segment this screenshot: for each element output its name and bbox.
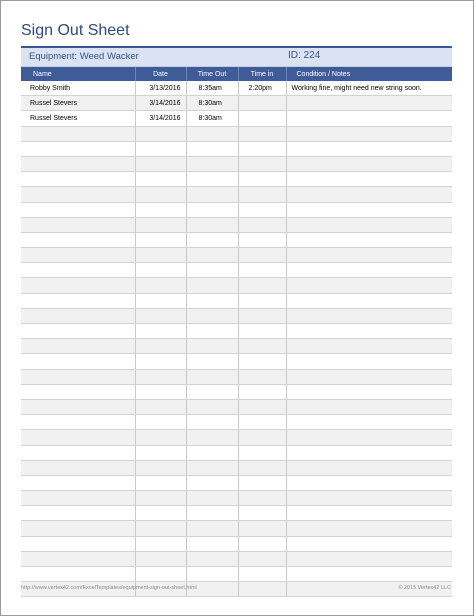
cell-time-in[interactable] (238, 96, 286, 111)
cell-name[interactable] (21, 324, 135, 339)
table-row (21, 551, 452, 566)
cell-time-out[interactable] (186, 399, 238, 414)
cell-name[interactable]: Robby Smith (21, 81, 135, 96)
cell-name[interactable] (21, 248, 135, 263)
table-row (21, 81, 452, 96)
column-header-date: Date (135, 67, 186, 81)
cell-date[interactable] (135, 460, 186, 475)
cell-time-out[interactable] (186, 187, 238, 202)
cell-time-out[interactable] (186, 567, 238, 582)
cell-time-out[interactable] (186, 156, 238, 171)
cell-name[interactable] (21, 430, 135, 445)
cell-time-in[interactable] (238, 172, 286, 187)
cell-time-in[interactable] (238, 491, 286, 506)
table-row (21, 217, 452, 232)
cell-date[interactable] (135, 430, 186, 445)
cell-time-in[interactable] (238, 293, 286, 308)
cell-date[interactable] (135, 399, 186, 414)
cell-notes[interactable] (286, 399, 452, 414)
cell-notes[interactable] (286, 567, 452, 582)
cell-time-out[interactable] (186, 506, 238, 521)
cell-notes[interactable] (286, 551, 452, 566)
cell-name[interactable] (21, 156, 135, 171)
cell-date[interactable] (135, 369, 186, 384)
cell-date[interactable] (135, 293, 186, 308)
cell-time-in[interactable] (238, 187, 286, 202)
table-row (21, 339, 452, 354)
table-row (21, 278, 452, 293)
cell-time-in[interactable] (238, 384, 286, 399)
table-row (21, 324, 452, 339)
cell-name[interactable] (21, 551, 135, 566)
table-row (21, 156, 452, 171)
cell-notes[interactable] (286, 460, 452, 475)
cell-notes[interactable] (286, 156, 452, 171)
cell-date[interactable] (135, 202, 186, 217)
cell-time-out[interactable] (186, 460, 238, 475)
cell-time-in[interactable] (238, 536, 286, 551)
cell-time-out[interactable] (186, 217, 238, 232)
cell-name[interactable] (21, 187, 135, 202)
cell-name[interactable] (21, 460, 135, 475)
cell-date[interactable] (135, 339, 186, 354)
cell-name[interactable] (21, 521, 135, 536)
cell-notes[interactable] (286, 339, 452, 354)
cell-notes[interactable] (286, 521, 452, 536)
cell-time-out[interactable] (186, 308, 238, 323)
cell-time-in[interactable] (238, 324, 286, 339)
cell-time-in[interactable] (238, 460, 286, 475)
equipment-label[interactable]: Equipment: Weed Wacker (29, 51, 139, 62)
equipment-id[interactable]: ID: 224 (288, 50, 321, 61)
table-row (21, 536, 452, 551)
footer-copyright: © 2015 Vertex42 LLC (398, 585, 451, 591)
cell-time-out[interactable] (186, 293, 238, 308)
table-row (21, 506, 452, 521)
cell-name[interactable] (21, 339, 135, 354)
cell-notes[interactable] (286, 293, 452, 308)
cell-time-out[interactable] (186, 202, 238, 217)
cell-date[interactable] (135, 551, 186, 566)
cell-date[interactable] (135, 126, 186, 141)
cell-name[interactable]: Russel Stevers (21, 111, 135, 126)
cell-time-in[interactable] (238, 339, 286, 354)
cell-date[interactable] (135, 187, 186, 202)
cell-notes[interactable] (286, 248, 452, 263)
cell-notes[interactable] (286, 232, 452, 247)
cell-name[interactable] (21, 202, 135, 217)
cell-time-in[interactable] (238, 567, 286, 582)
cell-time-in[interactable] (238, 248, 286, 263)
cell-date[interactable] (135, 217, 186, 232)
cell-date[interactable] (135, 248, 186, 263)
cell-time-out[interactable] (186, 248, 238, 263)
cell-name[interactable] (21, 384, 135, 399)
cell-name[interactable] (21, 475, 135, 490)
cell-notes[interactable] (286, 308, 452, 323)
cell-notes[interactable]: Working fine, might need new string soon. (286, 81, 452, 96)
cell-time-out[interactable] (186, 491, 238, 506)
table-row (21, 354, 452, 369)
cell-time-out[interactable] (186, 551, 238, 566)
cell-name[interactable] (21, 263, 135, 278)
cell-time-in[interactable] (238, 308, 286, 323)
cell-notes[interactable] (286, 172, 452, 187)
cell-date[interactable]: 3/13/2016 (135, 81, 186, 96)
cell-date[interactable] (135, 308, 186, 323)
cell-date[interactable] (135, 491, 186, 506)
table-row (21, 232, 452, 247)
table-row (21, 202, 452, 217)
cell-date[interactable] (135, 384, 186, 399)
cell-notes[interactable] (286, 263, 452, 278)
table-row (21, 187, 452, 202)
cell-name[interactable] (21, 399, 135, 414)
table-row (21, 445, 452, 460)
cell-time-out[interactable] (186, 339, 238, 354)
cell-date[interactable] (135, 324, 186, 339)
cell-time-out[interactable] (186, 141, 238, 156)
cell-date[interactable] (135, 475, 186, 490)
equipment-info-bar (21, 48, 452, 67)
cell-name[interactable] (21, 217, 135, 232)
table-row (21, 172, 452, 187)
cell-notes[interactable] (286, 111, 452, 126)
cell-notes[interactable] (286, 202, 452, 217)
cell-notes[interactable] (286, 187, 452, 202)
cell-name[interactable] (21, 308, 135, 323)
cell-time-out[interactable] (186, 172, 238, 187)
cell-date[interactable] (135, 521, 186, 536)
cell-notes[interactable] (286, 536, 452, 551)
cell-date[interactable]: 3/14/2016 (135, 96, 186, 111)
cell-name[interactable] (21, 141, 135, 156)
table-row (21, 369, 452, 384)
cell-time-out[interactable] (186, 354, 238, 369)
table-row (21, 141, 452, 156)
table-row (21, 475, 452, 490)
cell-date[interactable] (135, 141, 186, 156)
column-header-time-out: Time Out (186, 67, 238, 81)
table-row (21, 430, 452, 445)
cell-notes[interactable] (286, 126, 452, 141)
cell-notes[interactable] (286, 491, 452, 506)
cell-date[interactable] (135, 172, 186, 187)
cell-time-out[interactable] (186, 232, 238, 247)
cell-notes[interactable] (286, 217, 452, 232)
table-row (21, 384, 452, 399)
cell-notes[interactable] (286, 475, 452, 490)
cell-time-in[interactable] (238, 354, 286, 369)
column-header-name: Name (21, 67, 135, 81)
cell-name[interactable] (21, 232, 135, 247)
cell-notes[interactable] (286, 278, 452, 293)
cell-time-out[interactable] (186, 475, 238, 490)
cell-time-out[interactable] (186, 324, 238, 339)
cell-time-in[interactable] (238, 369, 286, 384)
column-header-notes: Condition / Notes (286, 67, 452, 81)
cell-time-out[interactable] (186, 384, 238, 399)
cell-date[interactable] (135, 415, 186, 430)
cell-date[interactable] (135, 536, 186, 551)
cell-name[interactable]: Russel Stevers (21, 96, 135, 111)
cell-time-in[interactable] (238, 126, 286, 141)
cell-time-in[interactable] (238, 217, 286, 232)
cell-date[interactable] (135, 156, 186, 171)
cell-name[interactable] (21, 445, 135, 460)
cell-time-in[interactable] (238, 399, 286, 414)
cell-date[interactable] (135, 445, 186, 460)
cell-date[interactable] (135, 354, 186, 369)
cell-notes[interactable] (286, 141, 452, 156)
cell-notes[interactable] (286, 369, 452, 384)
cell-time-out[interactable] (186, 521, 238, 536)
table-header-row (21, 67, 452, 81)
cell-notes[interactable] (286, 506, 452, 521)
cell-name[interactable] (21, 506, 135, 521)
cell-time-out[interactable] (186, 126, 238, 141)
cell-name[interactable] (21, 491, 135, 506)
table-row (21, 491, 452, 506)
cell-notes[interactable] (286, 415, 452, 430)
cell-time-in[interactable] (238, 475, 286, 490)
cell-notes[interactable] (286, 324, 452, 339)
cell-time-in[interactable] (238, 415, 286, 430)
table-row (21, 521, 452, 536)
cell-time-in[interactable] (238, 521, 286, 536)
cell-notes[interactable] (286, 430, 452, 445)
cell-notes[interactable] (286, 445, 452, 460)
cell-date[interactable] (135, 263, 186, 278)
cell-time-in[interactable] (238, 551, 286, 566)
cell-time-in[interactable] (238, 506, 286, 521)
cell-time-out[interactable] (186, 430, 238, 445)
cell-time-in[interactable] (238, 582, 286, 597)
cell-time-in[interactable] (238, 232, 286, 247)
table-row (21, 567, 452, 582)
table-row (21, 248, 452, 263)
cell-time-out[interactable] (186, 263, 238, 278)
cell-notes[interactable] (286, 354, 452, 369)
cell-time-out[interactable] (186, 369, 238, 384)
cell-name[interactable] (21, 354, 135, 369)
cell-date[interactable] (135, 278, 186, 293)
cell-notes[interactable] (286, 96, 452, 111)
sign-out-log-table (21, 67, 452, 597)
cell-date[interactable] (135, 506, 186, 521)
cell-notes[interactable] (286, 384, 452, 399)
table-row (21, 96, 452, 111)
cell-name[interactable] (21, 126, 135, 141)
cell-time-out[interactable]: 8:30am (186, 96, 238, 111)
table-row (21, 415, 452, 430)
cell-time-in[interactable] (238, 202, 286, 217)
column-header-time-in: Time in (238, 67, 286, 81)
cell-time-in[interactable] (238, 141, 286, 156)
table-row (21, 460, 452, 475)
page-title: Sign Out Sheet (21, 22, 130, 39)
cell-time-out[interactable]: 8:35am (186, 81, 238, 96)
cell-name[interactable] (21, 172, 135, 187)
cell-time-out[interactable] (186, 536, 238, 551)
cell-time-out[interactable]: 8:30am (186, 111, 238, 126)
cell-name[interactable] (21, 278, 135, 293)
cell-name[interactable] (21, 567, 135, 582)
table-row (21, 111, 452, 126)
cell-time-in[interactable] (238, 156, 286, 171)
cell-date[interactable] (135, 232, 186, 247)
cell-time-out[interactable] (186, 415, 238, 430)
cell-name[interactable] (21, 536, 135, 551)
table-row (21, 399, 452, 414)
cell-name[interactable] (21, 293, 135, 308)
cell-date[interactable]: 3/14/2016 (135, 111, 186, 126)
cell-time-out[interactable] (186, 445, 238, 460)
table-body (21, 81, 452, 597)
cell-time-in[interactable] (238, 278, 286, 293)
cell-time-out[interactable] (186, 278, 238, 293)
cell-time-in[interactable] (238, 430, 286, 445)
cell-time-in[interactable]: 2:20pm (238, 81, 286, 96)
cell-date[interactable] (135, 567, 186, 582)
cell-time-in[interactable] (238, 263, 286, 278)
table-row (21, 126, 452, 141)
cell-name[interactable] (21, 415, 135, 430)
cell-time-in[interactable] (238, 111, 286, 126)
footer-url[interactable]: http://www.vertex42.com/ExcelTemplates/equipment-sign-out-sheet.html (21, 585, 197, 591)
table-row (21, 308, 452, 323)
cell-time-in[interactable] (238, 445, 286, 460)
cell-name[interactable] (21, 369, 135, 384)
table-row (21, 263, 452, 278)
table-row (21, 293, 452, 308)
